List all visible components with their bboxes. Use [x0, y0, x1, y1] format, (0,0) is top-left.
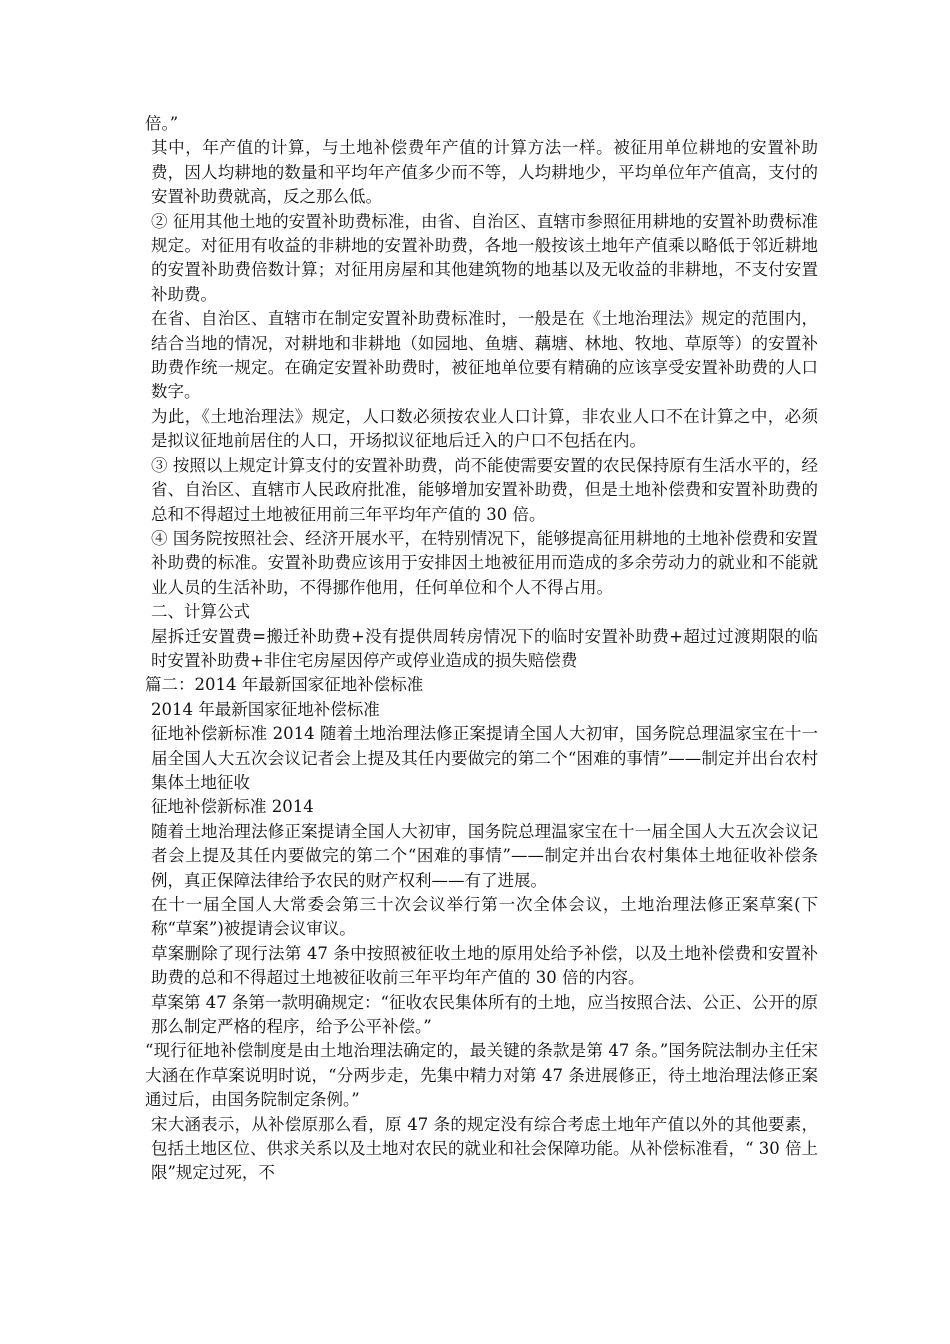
article-title: 2014 年最新国家征地补偿标准 — [151, 699, 380, 719]
paragraph-3: ② 征用其他土地的安置补助费标准，由省、自治区、直辖市参照征用耕地的安置补助费标准规定。对征用有收益的非耕地的安置补助费，各地一般按该土地年产值乘以略低于邻近耕地的安置补助费倍数计算；对征用房屋和其他建筑物的地基以及无收益的非耕地，不支付安置补助费。 — [151, 211, 818, 304]
document-body — [145, 112, 818, 1186]
section-heading: 二、计算公式 — [151, 602, 250, 622]
paragraph-11: 在十一届全国人大常委会第三十次会议举行第一次全体会议，土地治理法修正案草案(下称“草案”)被提请会议审议。 — [151, 895, 818, 939]
paragraph-8: 屋拆迁安置费=搬迁补助费+没有提供周转房情况下的临时安置补助费+超过过渡期限的临时安置补助费+非住宅房屋因停产或停业造成的损失赔偿费 — [151, 626, 818, 670]
paragraph-14: “现行征地补偿制度是由土地治理法确定的，最关键的条款是第 47 条。”国务院法制办主任宋大涵在作草案说明时说，“分两步走，先集中精力对第 47 条进展修正，待土地治理法修正案通过后，由国务院制定条例。” — [145, 1041, 818, 1110]
subtitle: 征地补偿新标准 2014 — [151, 797, 314, 817]
paragraph-10: 随着土地治理法修正案提请全国人大初审，国务院总理温家宝在十一届全国人大五次会议记者会上提及其任内要做完的第二个“困难的事情”——制定并出台农村集体土地征收补偿条例，真正保障法律给予农民的财产权利——有了进展。 — [151, 821, 818, 890]
paragraph-6: ③ 按照以上规定计算支付的安置补助费，尚不能使需要安置的农民保持原有生活水平的，经省、自治区、直辖市人民政府批准，能够增加安置补助费，但是土地补偿费和安置补助费的总和不得超过土地被征用前三年平均年产值的 30 倍。 — [151, 455, 818, 524]
paragraph-2: 其中，年产值的计算，与土地补偿费年产值的计算方法一样。被征用单位耕地的安置补助费，因人均耕地的数量和平均年产值多少而不等，人均耕地少，平均单位年产值高，支付的安置补助费就高，反之那么低。 — [151, 138, 818, 207]
article-heading: 篇二：2014 年最新国家征地补偿标准 — [145, 675, 424, 695]
paragraph-4: 在省、自治区、直辖市在制定安置补助费标准时，一般是在《土地治理法》规定的范围内，结合当地的情况，对耕地和非耕地（如园地、鱼塘、藕塘、林地、牧地、草原等）的安置补助费作统一规定。在确定安置补助费时，被征地单位要有精确的应该享受安置补助费的人口数字。 — [151, 309, 818, 402]
paragraph-1: 倍。” — [145, 114, 179, 133]
paragraph-13: 草案第 47 条第一款明确规定：“征收农民集体所有的土地，应当按照合法、公正、公开的原那么制定严格的程序，给予公平补偿。” — [151, 992, 818, 1037]
paragraph-15: 宋大涵表示，从补偿原那么看，原 47 条的规定没有综合考虑土地年产值以外的其他要素，包括土地区位、供求关系以及土地对农民的就业和社会保障功能。从补偿标准看，“ 30 倍上限”规定过死，不 — [151, 1114, 818, 1183]
paragraph-7: ④ 国务院按照社会、经济开展水平，在特别情况下，能够提高征用耕地的土地补偿费和安置补助费的标准。安置补助费应该用于安排因土地被征用而造成的多余劳动力的就业和不能就业人员的生活补助，不得挪作他用，任何单位和个人不得占用。 — [151, 528, 818, 597]
paragraph-12: 草案删除了现行法第 47 条中按照被征收土地的原用处给予补偿，以及土地补偿费和安置补助费的总和不得超过土地被征收前三年平均年产值的 30 倍的内容。 — [151, 943, 818, 988]
paragraph-5: 为此，《土地治理法》规定，人口数必须按农业人口计算，非农业人口不在计算之中，必须是拟议征地前居住的人口，开场拟议征地后迁入的户口不包括在内。 — [151, 406, 818, 451]
paragraph-9: 征地补偿新标准 2014 随着土地治理法修正案提请全国人大初审，国务院总理温家宝在十一届全国人大五次会议记者会上提及其任内要做完的第二个“困难的事情”——制定并出台农村集体土地征收 — [151, 724, 818, 792]
